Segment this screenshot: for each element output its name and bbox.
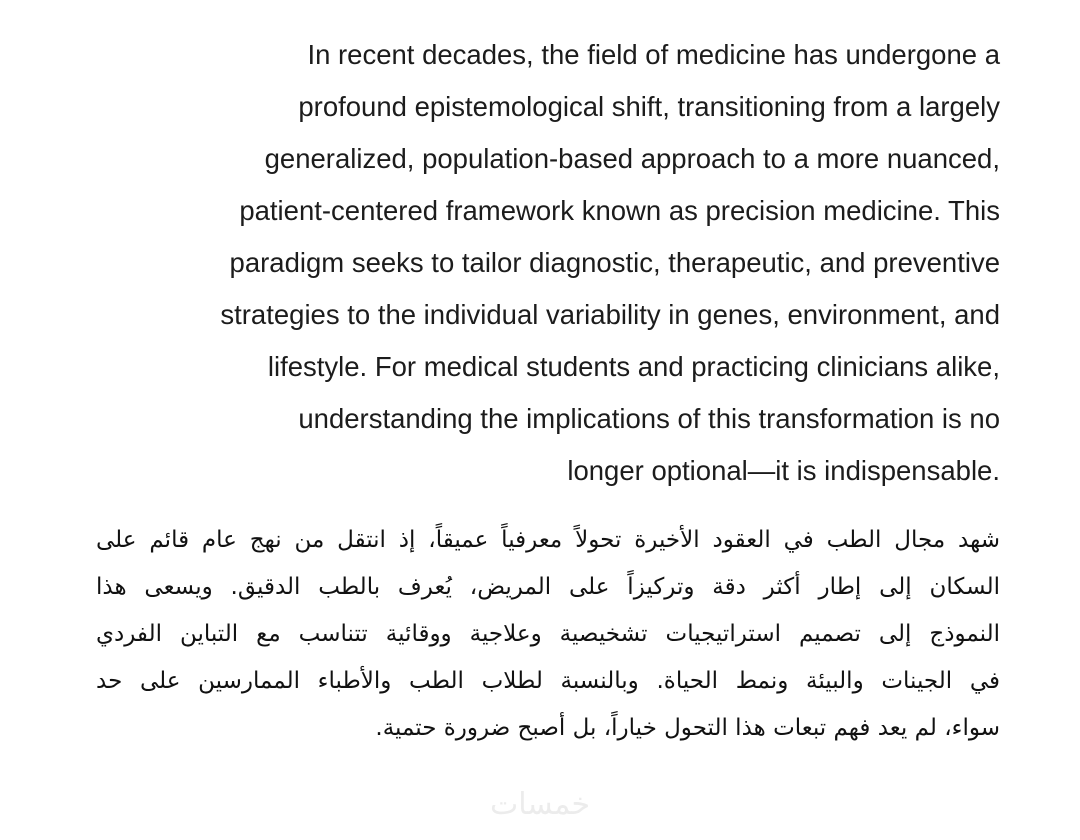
arabic-paragraph — [96, 517, 1000, 752]
english-line: longer optional—it is indispensable. — [567, 455, 1000, 486]
arabic-line: سواء، لم يعد فهم تبعات هذا التحول خياراً، بل أصبح ضرورة حتمية. — [375, 715, 1000, 741]
english-line: strategies to the individual variability in genes, environment, and — [220, 299, 1000, 330]
english-line: generalized, population-based approach to a more nuanced, — [264, 143, 1000, 174]
arabic-line: شهد مجال الطب في العقود الأخيرة تحولاً معرفياً عميقاً، إذ انتقل من نهج عام قائم على — [96, 527, 1000, 553]
english-line: patient-centered framework known as precision medicine. This — [239, 195, 1000, 226]
arabic-line: السكان إلى إطار أكثر دقة وتركيزاً على المريض، يُعرف بالطب الدقيق. ويسعى هذا — [96, 574, 1000, 600]
english-paragraph — [80, 29, 1000, 497]
arabic-line: النموذج إلى تصميم استراتيجيات تشخيصية وعلاجية ووقائية تتناسب مع التباين الفردي — [96, 621, 1000, 647]
english-line: profound epistemological shift, transitioning from a largely — [298, 91, 1000, 122]
watermark-logo: خمسات — [489, 787, 591, 822]
arabic-line: في الجينات والبيئة ونمط الحياة. وبالنسبة لطلاب الطب والأطباء الممارسين على حد — [96, 668, 1000, 694]
english-line: paradigm seeks to tailor diagnostic, therapeutic, and preventive — [229, 247, 1000, 278]
english-line: understanding the implications of this transformation is no — [298, 403, 1000, 434]
english-line: In recent decades, the field of medicine has undergone a — [307, 39, 1000, 70]
english-line: lifestyle. For medical students and practicing clinicians alike, — [267, 351, 1000, 382]
